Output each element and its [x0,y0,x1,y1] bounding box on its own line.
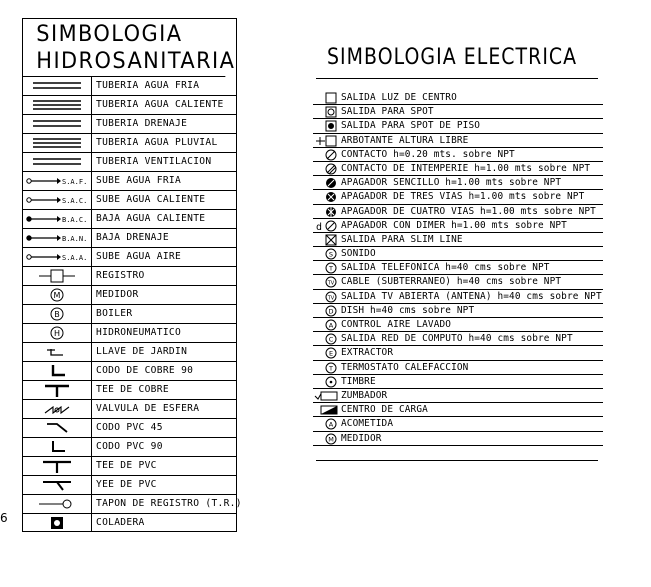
hydro-row [23,229,236,248]
electric-row [313,205,603,219]
llave-de-jardin-icon [23,343,91,361]
hydro-row [23,248,236,267]
electric-row [313,332,603,346]
electric-row [313,233,603,247]
hydro-row [23,400,236,419]
electric-row-label: ZUMBADOR [341,389,388,401]
apagador-dimer-icon [313,220,339,232]
electric-row-label: CONTACTO h=0.20 mts. sobre NPT [341,148,515,160]
dish-icon [313,305,339,317]
electric-row [313,275,603,289]
electric-row-label: TERMOSTATO CALEFACCION [341,361,469,373]
tuberia-agua-fria-icon [23,77,91,95]
svg-text:A: A [328,321,334,330]
svg-text:B: B [54,310,60,319]
hydro-row-label: TUBERIA VENTILACION [96,156,212,167]
hydro-row [23,476,236,495]
hydro-row [23,191,236,210]
tapon-de-registro-icon [23,495,91,513]
svg-text:T: T [329,364,333,373]
hydro-row-label: TEE DE COBRE [96,384,169,395]
hydro-row [23,438,236,457]
apagador-tres-vias-icon [313,191,339,203]
hydro-row-label: MEDIDOR [96,289,139,300]
salida-spot-icon [313,106,339,118]
hydro-row-label: TUBERIA AGUA PLUVIAL [96,137,218,148]
acometida-icon [313,418,339,430]
electric-row-label: SALIDA PARA SPOT [341,106,434,118]
hydro-row-label: HIDRONEUMATICO [96,327,182,338]
tee-de-pvc-icon [23,457,91,475]
hydro-row-label: COLADERA [96,517,145,528]
hydro-row-label: VALVULA DE ESFERA [96,403,200,414]
hydro-row [23,115,236,134]
electric-title-underline [316,78,598,79]
hydro-row-label: TAPON DE REGISTRO (T.R.) [96,498,242,509]
svg-text:T: T [329,264,333,273]
electric-row-label: TIMBRE [341,375,376,387]
control-aire-icon [313,319,339,331]
salida-slim-line-icon [313,234,339,246]
svg-text:d: d [316,221,323,232]
sube-agua-fria-icon [23,172,91,190]
termostato-icon [313,362,339,374]
electric-row-label: CONTROL AIRE LAVADO [341,319,452,330]
svg-text:M: M [328,435,334,443]
svg-text:C: C [328,335,334,344]
svg-text:TV: TV [327,295,335,302]
timbre-icon [313,376,339,388]
sube-agua-caliente-icon [23,191,91,209]
electric-row-label: SALIDA LUZ DE CENTRO [341,92,457,103]
salida-red-computo-icon [313,333,339,345]
electric-row [313,91,603,105]
tuberia-drenaje-icon [23,115,91,133]
electric-row-label: SALIDA TELEFONICA h=40 cms sobre NPT [341,262,550,274]
electric-row [313,432,603,446]
tuberia-ventilacion-icon [23,153,91,171]
electric-row [313,148,603,162]
electric-row-label: SALIDA TV ABIERTA (ANTENA) h=40 cms sobre NPT [341,290,602,302]
electric-row [313,346,603,360]
tee-de-cobre-icon [23,381,91,399]
hydro-row-label: TUBERIA AGUA FRIA [96,80,200,91]
electric-row-label: APAGADOR SENCILLO h=1.00 mts sobre NPT [341,177,562,189]
electric-end-line [316,460,598,461]
electric-row [313,304,603,318]
hydro-row [23,172,236,191]
hydro-row-label: TUBERIA AGUA CALIENTE [96,99,224,110]
extractor-icon [313,347,339,359]
hydro-title-line2: HIDROSANITARIA [36,49,236,74]
hydro-row [23,362,236,381]
centro-de-carga-icon [313,404,339,416]
medidor-electrico-icon [313,433,339,445]
hydro-row [23,324,236,343]
electric-row-label: ARBOTANTE ALTURA LIBRE [341,134,469,146]
hydro-row [23,134,236,153]
hydro-row-label: SUBE AGUA CALIENTE [96,194,206,205]
codo-pvc-90-icon [23,438,91,456]
electric-row [313,219,603,233]
electric-row-label: SALIDA RED DE COMPUTO h=40 cms sobre NPT [341,333,573,345]
electric-row [313,261,603,275]
apagador-cuatro-vias-icon [313,206,339,218]
hydro-row-label: LLAVE DE JARDIN [96,346,188,357]
hydro-row [23,343,236,362]
svg-text:TV: TV [327,280,335,287]
electric-row [313,247,603,261]
cable-icon [313,276,339,288]
hydro-row-label: REGISTRO [96,270,145,281]
electric-row-label: MEDIDOR [341,432,382,444]
electric-row [313,361,603,375]
electric-row [313,375,603,389]
salida-tv-icon [313,291,339,303]
yee-de-pvc-icon [23,476,91,494]
hydro-row-label: CODO DE COBRE 90 [96,365,194,376]
tuberia-agua-caliente-icon [23,96,91,114]
electric-row-label: CABLE (SUBTERRANEO) h=40 cms sobre NPT [341,276,562,288]
hydro-row [23,495,242,514]
codo-de-cobre-icon [23,362,91,380]
electric-row [313,389,603,403]
hydro-row-label: SUBE AGUA FRIA [96,175,182,186]
hydro-row-label: BOILER [96,308,133,319]
registro-icon [23,267,91,285]
electric-row-label: SALIDA PARA SLIM LINE [341,233,463,245]
electric-row-label: DISH h=40 cms sobre NPT [341,304,475,316]
stray-mark: 6 [0,511,8,525]
hydro-row [23,381,236,400]
hydro-row-label: TEE DE PVC [96,460,157,471]
hydro-row [23,77,236,96]
electric-row [313,176,603,190]
contacto-icon [313,149,339,161]
valvula-de-esfera-icon [23,400,91,418]
codo-pvc-45-icon [23,419,91,437]
electric-row-label: APAGADOR DE TRES VIAS h=1.00 mts sobre NPT [341,191,585,203]
salida-telefonica-icon [313,262,339,274]
electric-row [313,134,603,148]
sube-agua-aire-icon [23,248,91,266]
svg-text:M: M [53,291,61,300]
hydro-row [23,419,236,438]
hydro-row [23,514,236,533]
electric-row [313,290,603,304]
svg-text:S.A.C.: S.A.C. [62,197,88,205]
svg-text:D: D [328,307,334,316]
hydro-row-label: CODO PVC 45 [96,422,163,433]
medidor-icon [23,286,91,304]
electric-row [313,105,603,119]
hydro-row [23,267,236,286]
hydro-row-label: BAJA DRENAJE [96,232,169,243]
baja-agua-caliente-icon [23,210,91,228]
electric-row-label: CENTRO DE CARGA [341,404,428,416]
electric-row [313,190,603,204]
baja-drenaje-icon [23,229,91,247]
hydro-title [23,19,236,77]
electric-title: SIMBOLOGIA ELECTRICA [327,45,578,70]
electric-row [313,318,603,332]
electric-row [313,417,603,431]
electric-row-label: CONTACTO DE INTEMPERIE h=1.00 mts sobre NPT [341,162,591,174]
svg-text:A: A [328,420,334,429]
hydro-row [23,153,236,172]
hydro-row [23,305,236,324]
zumbador-icon [313,390,339,402]
svg-text:B.A.N.: B.A.N. [62,235,88,243]
svg-text:E: E [328,349,334,358]
svg-text:S: S [328,250,334,259]
hidroneumatico-icon [23,324,91,342]
salida-luz-centro-icon [313,92,339,104]
coladera-icon [23,514,91,532]
electric-row-label: SONIDO [341,248,376,260]
electric-row-label: SALIDA PARA SPOT DE PISO [341,120,481,132]
hydro-title-line1: SIMBOLOGIA [36,22,183,47]
salida-spot-piso-icon [313,120,339,132]
electric-row [313,162,603,176]
hydro-row [23,96,236,115]
svg-text:S.A.F.: S.A.F. [62,178,88,186]
hydro-row-label: BAJA AGUA CALIENTE [96,213,206,224]
hydro-row-label: SUBE AGUA AIRE [96,251,182,262]
sonido-icon [313,248,339,260]
hydro-row [23,457,236,476]
apagador-sencillo-icon [313,177,339,189]
hydro-row-label: CODO PVC 90 [96,441,163,452]
electric-row-label: ACOMETIDA [341,418,394,430]
hydro-row-label: YEE DE PVC [96,479,157,490]
hydro-row-label: TUBERIA DRENAJE [96,118,188,129]
electric-row-label: EXTRACTOR [341,347,394,359]
electric-row [313,119,603,133]
boiler-icon [23,305,91,323]
contacto-intemperie-icon [313,163,339,175]
electric-legend-list [313,91,603,446]
electric-row [313,403,603,417]
electric-row-label: APAGADOR CON DIMER h=1.00 mts sobre NPT [341,219,567,231]
electric-row-label: APAGADOR DE CUATRO VIAS h=1.00 mts sobre NPT [341,205,596,217]
tuberia-agua-pluvial-icon [23,134,91,152]
hydro-row [23,286,236,305]
svg-text:B.A.C.: B.A.C. [62,216,88,224]
svg-text:S.A.A.: S.A.A. [62,254,88,262]
hydro-row [23,210,236,229]
hydrosanitary-legend-table [22,18,242,532]
arbotante-icon [313,135,339,147]
svg-text:H: H [53,329,61,338]
